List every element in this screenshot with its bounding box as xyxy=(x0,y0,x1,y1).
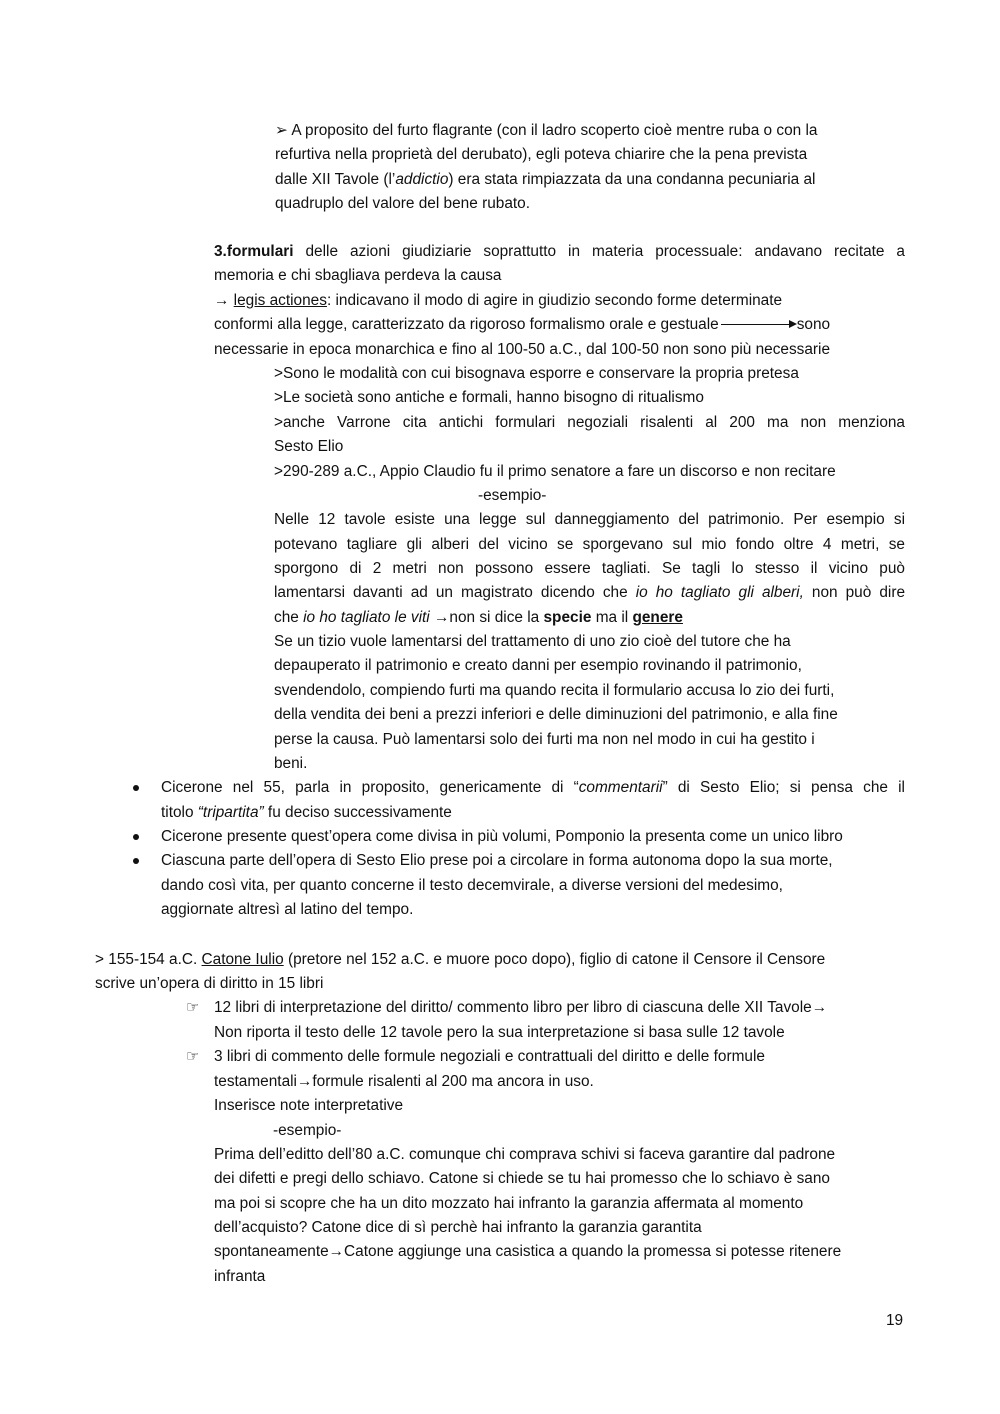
example-line-3: sporgono di 2 metri non possono essere tagliati. Se tagli lo stesso il vicino può xyxy=(274,560,905,577)
formulari-line-5: necessarie in epoca monarchica e fino al 100-50 a.C., dal 100-50 non sono più necessarie xyxy=(214,341,831,358)
bullet-1-line-1: Cicerone nel 55, parla in proposito, genericamente di “commentarii” di Sesto Elio; si pensa che il xyxy=(161,779,905,796)
catone-line-2: scrive un’opera di diritto in 15 libri xyxy=(95,975,324,992)
formulari-sub-4: >290-289 a.C., Appio Claudio fu il primo senatore a fare un discorso e non recitare xyxy=(274,463,836,480)
bullet-3-line-3: aggiornate altresì al latino del tempo. xyxy=(161,901,414,918)
example-line-4: lamentarsi davanti ad un magistrato dicendo che io ho tagliato gli alberi, non può dire xyxy=(274,584,905,601)
tutor-line-1: Se un tizio vuole lamentarsi del trattamento di uno zio cioè del tutore che ha xyxy=(274,633,791,650)
bullet-2: Cicerone presente quest’opera come divisa in più volumi, Pomponio la presenta come un unico libro xyxy=(161,828,843,845)
catone-item-2-line-1: 3 libri di commento delle formule negoziali e contrattuali del diritto e delle formule xyxy=(214,1048,765,1065)
formulari-sub-3b: Sesto Elio xyxy=(274,438,344,455)
bullet-3-line-2: dando così vita, per quanto concerne il testo decemvirale, a diverse versioni del medesimo, xyxy=(161,877,783,894)
catone-note: Inserisce note interpretative xyxy=(214,1097,404,1114)
catone-item-2-line-2: testamentali→formule risalenti al 200 ma ancora in uso. xyxy=(214,1073,594,1090)
formulari-line-1: 3.formulari delle azioni giudiziarie soprattutto in materia processuale: andavano recitate a xyxy=(214,243,905,260)
tutor-line-4: della vendita dei beni a prezzi inferiori e delle diminuzioni del patrimonio, e alla fine xyxy=(274,706,838,723)
example-line-1: Nelle 12 tavole esiste una legge sul danneggiamento del patrimonio. Per esempio si xyxy=(274,511,905,528)
catone-example-line-6: infranta xyxy=(214,1268,266,1285)
bullet-dot-icon xyxy=(133,834,139,840)
catone-line-1: > 155-154 a.C. Catone Iulio (pretore nel 152 a.C. e muore poco dopo), figlio di catone il Censore il Censore xyxy=(95,951,826,968)
intro-line-3: dalle XII Tavole (l’addictio) era stata rimpiazzata da una condanna pecuniaria al xyxy=(275,171,816,188)
formulari-line-2: memoria e chi sbagliava perdeva la causa xyxy=(214,267,502,284)
bullet-3-line-1: Ciascuna parte dell’opera di Sesto Elio prese poi a circolare in forma autonoma dopo la sua morte, xyxy=(161,852,833,869)
bullet-dot-icon xyxy=(133,858,139,864)
intro-line-4: quadruplo del valore del bene rubato. xyxy=(275,195,530,212)
esempio-label: -esempio- xyxy=(478,487,547,504)
page-number: 19 xyxy=(886,1312,904,1329)
bullet-dot-icon xyxy=(133,785,139,791)
formulari-line-3: → legis actiones: indicavano il modo di agire in giudizio secondo forme determinate xyxy=(214,292,783,309)
tutor-line-2: depauperato il patrimonio e creato danni per esempio rovinando il patrimonio, xyxy=(274,657,802,674)
hand-pointer-icon: ☞ xyxy=(186,999,200,1016)
arrow-icon: → xyxy=(214,292,230,309)
esempio-label: -esempio- xyxy=(273,1122,342,1139)
catone-example-line-4: dell’acquisto? Catone dice di sì perchè hai infranto la garanzia garantita xyxy=(214,1219,702,1236)
intro-line-1: ➢ A proposito del furto flagrante (con il ladro scoperto cioè mentre ruba o con la xyxy=(275,122,818,139)
hand-pointer-icon: ☞ xyxy=(186,1048,200,1065)
bullet-1-line-2: titolo “tripartita” fu deciso successivamente xyxy=(161,804,452,821)
formulari-line-4: conformi alla legge, caratterizzato da rigoroso formalismo orale e gestuale sono xyxy=(214,316,831,333)
formulari-sub-2: >Le società sono antiche e formali, hanno bisogno di ritualismo xyxy=(274,389,704,406)
example-line-2: potevano tagliare gli alberi del vicino se sporgevano sul mio fondo oltre 4 metri, se xyxy=(274,536,905,553)
catone-example-line-3: ma poi si scopre che ha un dito mozzato hai infranto la garanzia affermata al momento xyxy=(214,1195,804,1212)
catone-example-line-1: Prima dell’editto dell’80 a.C. comunque chi comprava schivi si faceva garantire dal padrone xyxy=(214,1146,836,1163)
catone-example-line-5: spontaneamente→Catone aggiunge una casistica a quando la promessa si potesse ritenere xyxy=(214,1243,842,1260)
tutor-line-3: svendendolo, compiendo furti ma quando recita il formulario accusa lo zio dei furti, xyxy=(274,682,835,699)
catone-example-line-2: dei difetti e pregi dello schiavo. Catone si chiede se tu hai promesso che lo schiavo è sano xyxy=(214,1170,830,1187)
tutor-line-5: perse la causa. Può lamentarsi solo dei furti ma non nel modo in cui ha gestito i xyxy=(274,731,815,748)
formulari-sub-1: >Sono le modalità con cui bisognava esporre e conservare la propria pretesa xyxy=(274,365,799,382)
formulari-sub-3a: >anche Varrone cita antichi formulari negoziali risalenti al 200 ma non menziona xyxy=(274,414,905,431)
catone-item-1-line-1: 12 libri di interpretazione del diritto/ commento libro per libro di ciascuna delle XII Tavole→ xyxy=(214,999,828,1016)
example-line-5: che io ho tagliato le viti →non si dice la specie ma il genere xyxy=(274,609,683,626)
long-arrow-icon xyxy=(721,324,795,325)
catone-item-1-line-2: Non riporta il testo delle 12 tavole pero la sua interpretazione si basa sulle 12 tavole xyxy=(214,1024,785,1041)
intro-line-2: refurtiva nella proprietà del derubato), egli poteva chiarire che la pena prevista xyxy=(275,146,808,163)
tutor-line-6: beni. xyxy=(274,755,308,772)
